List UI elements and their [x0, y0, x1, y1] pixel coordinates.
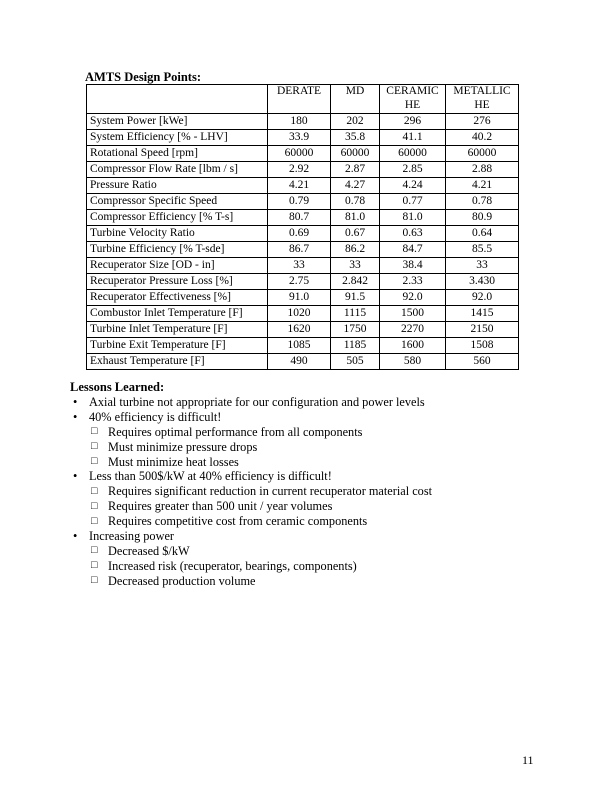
list-sub-item — [70, 499, 548, 514]
value-cell: 1500 — [380, 306, 446, 322]
page-number: 11 — [522, 753, 534, 767]
table-row — [87, 226, 519, 242]
square-bullet-icon: □ — [91, 485, 98, 497]
list-item — [70, 469, 548, 484]
list-sub-item — [70, 484, 548, 499]
value-cell: 0.78 — [331, 194, 380, 210]
list-item-text: Increased risk (recuperator, bearings, components) — [108, 558, 357, 573]
value-cell: 2.85 — [380, 162, 446, 178]
value-cell: 1415 — [446, 306, 519, 322]
value-cell: 86.2 — [331, 242, 380, 258]
value-cell: 560 — [446, 354, 519, 370]
value-cell: 85.5 — [446, 242, 519, 258]
table-row — [87, 322, 519, 338]
value-cell: 91.5 — [331, 290, 380, 306]
table-row — [87, 162, 519, 178]
list-item-text: Requires greater than 500 unit / year volumes — [108, 499, 333, 514]
value-cell: 580 — [380, 354, 446, 370]
row-label: System Power [kWe] — [87, 114, 268, 130]
list-item-text: 40% efficiency is difficult! — [89, 409, 222, 424]
value-cell: 276 — [446, 114, 519, 130]
value-cell: 2.87 — [331, 162, 380, 178]
value-cell: 60000 — [380, 146, 446, 162]
value-cell: 202 — [331, 114, 380, 130]
value-cell: 4.21 — [446, 178, 519, 194]
value-cell: 35.8 — [331, 130, 380, 146]
value-cell: 0.67 — [331, 226, 380, 242]
row-label: Rotational Speed [rpm] — [87, 146, 268, 162]
value-cell: 1185 — [331, 338, 380, 354]
value-cell: 80.7 — [268, 210, 331, 226]
list-item-text: Axial turbine not appropriate for our configuration and power levels — [89, 394, 425, 409]
square-bullet-icon: □ — [91, 426, 98, 438]
value-cell: 2.88 — [446, 162, 519, 178]
lessons-learned-heading: Lessons Learned: — [70, 380, 165, 394]
bullet-icon: • — [73, 469, 78, 484]
value-cell: 1600 — [380, 338, 446, 354]
header-metallic-he: METALLIC HE — [446, 85, 519, 114]
bullet-icon: • — [73, 409, 78, 424]
value-cell: 490 — [268, 354, 331, 370]
value-cell: 33 — [446, 258, 519, 274]
value-cell: 180 — [268, 114, 331, 130]
square-bullet-icon: □ — [91, 441, 98, 453]
list-item — [70, 395, 548, 410]
value-cell: 2150 — [446, 322, 519, 338]
value-cell: 92.0 — [380, 290, 446, 306]
table-row — [87, 146, 519, 162]
table-row — [87, 210, 519, 226]
value-cell: 38.4 — [380, 258, 446, 274]
value-cell: 1085 — [268, 338, 331, 354]
value-cell: 4.21 — [268, 178, 331, 194]
value-cell: 84.7 — [380, 242, 446, 258]
value-cell: 60000 — [268, 146, 331, 162]
header-derate: DERATE — [268, 85, 331, 114]
table-row — [87, 114, 519, 130]
bullet-icon: • — [73, 529, 78, 544]
header-md: MD — [331, 85, 380, 114]
value-cell: 81.0 — [380, 210, 446, 226]
table-row — [87, 274, 519, 290]
square-bullet-icon: □ — [91, 456, 98, 468]
value-cell: 0.79 — [268, 194, 331, 210]
list-sub-item — [70, 425, 548, 440]
value-cell: 2.92 — [268, 162, 331, 178]
design-points-table — [86, 84, 519, 370]
value-cell: 0.63 — [380, 226, 446, 242]
value-cell: 60000 — [446, 146, 519, 162]
list-item-text: Must minimize heat losses — [108, 454, 239, 469]
value-cell: 92.0 — [446, 290, 519, 306]
value-cell: 505 — [331, 354, 380, 370]
design-points-heading: AMTS Design Points: — [85, 70, 201, 84]
value-cell: 1620 — [268, 322, 331, 338]
table-row — [87, 338, 519, 354]
row-label: Turbine Inlet Temperature [F] — [87, 322, 268, 338]
row-label: System Efficiency [% - LHV] — [87, 130, 268, 146]
value-cell: 1020 — [268, 306, 331, 322]
list-item-text: Requires significant reduction in current recuperator material cost — [108, 484, 433, 499]
header-empty-cell — [87, 85, 268, 114]
table-row — [87, 194, 519, 210]
row-label: Combustor Inlet Temperature [F] — [87, 306, 268, 322]
square-bullet-icon: □ — [91, 545, 98, 557]
list-sub-item — [70, 544, 548, 559]
list-item-text: Requires competitive cost from ceramic components — [108, 514, 368, 529]
value-cell: 2270 — [380, 322, 446, 338]
list-item-text: Decreased production volume — [108, 573, 256, 588]
list-item — [70, 410, 548, 425]
square-bullet-icon: □ — [91, 500, 98, 512]
row-label: Compressor Efficiency [% T-s] — [87, 210, 268, 226]
table-row — [87, 178, 519, 194]
table-row — [87, 130, 519, 146]
list-sub-item — [70, 440, 548, 455]
value-cell: 80.9 — [446, 210, 519, 226]
row-label: Recuperator Effectiveness [%] — [87, 290, 268, 306]
row-label: Exhaust Temperature [F] — [87, 354, 268, 370]
value-cell: 33.9 — [268, 130, 331, 146]
list-sub-item — [70, 455, 548, 470]
value-cell: 41.1 — [380, 130, 446, 146]
row-label: Compressor Specific Speed — [87, 194, 268, 210]
value-cell: 296 — [380, 114, 446, 130]
list-item-text: Increasing power — [89, 529, 175, 544]
value-cell: 86.7 — [268, 242, 331, 258]
table-row — [87, 354, 519, 370]
value-cell: 40.2 — [446, 130, 519, 146]
list-sub-item — [70, 514, 548, 529]
row-label: Recuperator Pressure Loss [%] — [87, 274, 268, 290]
value-cell: 91.0 — [268, 290, 331, 306]
table-row — [87, 242, 519, 258]
table-row — [87, 306, 519, 322]
value-cell: 0.78 — [446, 194, 519, 210]
value-cell: 1115 — [331, 306, 380, 322]
bullet-icon: • — [73, 394, 78, 409]
table-row — [87, 290, 519, 306]
square-bullet-icon: □ — [91, 560, 98, 572]
value-cell: 1750 — [331, 322, 380, 338]
row-label: Pressure Ratio — [87, 178, 268, 194]
square-bullet-icon: □ — [91, 515, 98, 527]
value-cell: 33 — [331, 258, 380, 274]
list-item-text: Decreased $/kW — [108, 543, 190, 558]
row-label: Turbine Exit Temperature [F] — [87, 338, 268, 354]
value-cell: 0.69 — [268, 226, 331, 242]
value-cell: 81.0 — [331, 210, 380, 226]
value-cell: 2.842 — [331, 274, 380, 290]
square-bullet-icon: □ — [91, 575, 98, 587]
value-cell: 0.77 — [380, 194, 446, 210]
row-label: Turbine Efficiency [% T-sde] — [87, 242, 268, 258]
value-cell: 33 — [268, 258, 331, 274]
row-label: Turbine Velocity Ratio — [87, 226, 268, 242]
list-item-text: Less than 500$/kW at 40% efficiency is difficult! — [89, 469, 332, 484]
list-item — [70, 529, 548, 544]
table-row — [87, 258, 519, 274]
header-ceramic-he: CERAMIC HE — [380, 85, 446, 114]
value-cell: 4.24 — [380, 178, 446, 194]
list-sub-item — [70, 574, 548, 589]
value-cell: 4.27 — [331, 178, 380, 194]
list-item-text: Requires optimal performance from all components — [108, 424, 363, 439]
value-cell: 1508 — [446, 338, 519, 354]
value-cell: 60000 — [331, 146, 380, 162]
row-label: Compressor Flow Rate [lbm / s] — [87, 162, 268, 178]
list-item-text: Must minimize pressure drops — [108, 439, 258, 454]
list-sub-item — [70, 559, 548, 574]
value-cell: 2.33 — [380, 274, 446, 290]
value-cell: 0.64 — [446, 226, 519, 242]
table-header-row — [87, 85, 519, 114]
value-cell: 3.430 — [446, 274, 519, 290]
value-cell: 2.75 — [268, 274, 331, 290]
lessons-learned-section — [70, 380, 548, 589]
row-label: Recuperator Size [OD - in] — [87, 258, 268, 274]
